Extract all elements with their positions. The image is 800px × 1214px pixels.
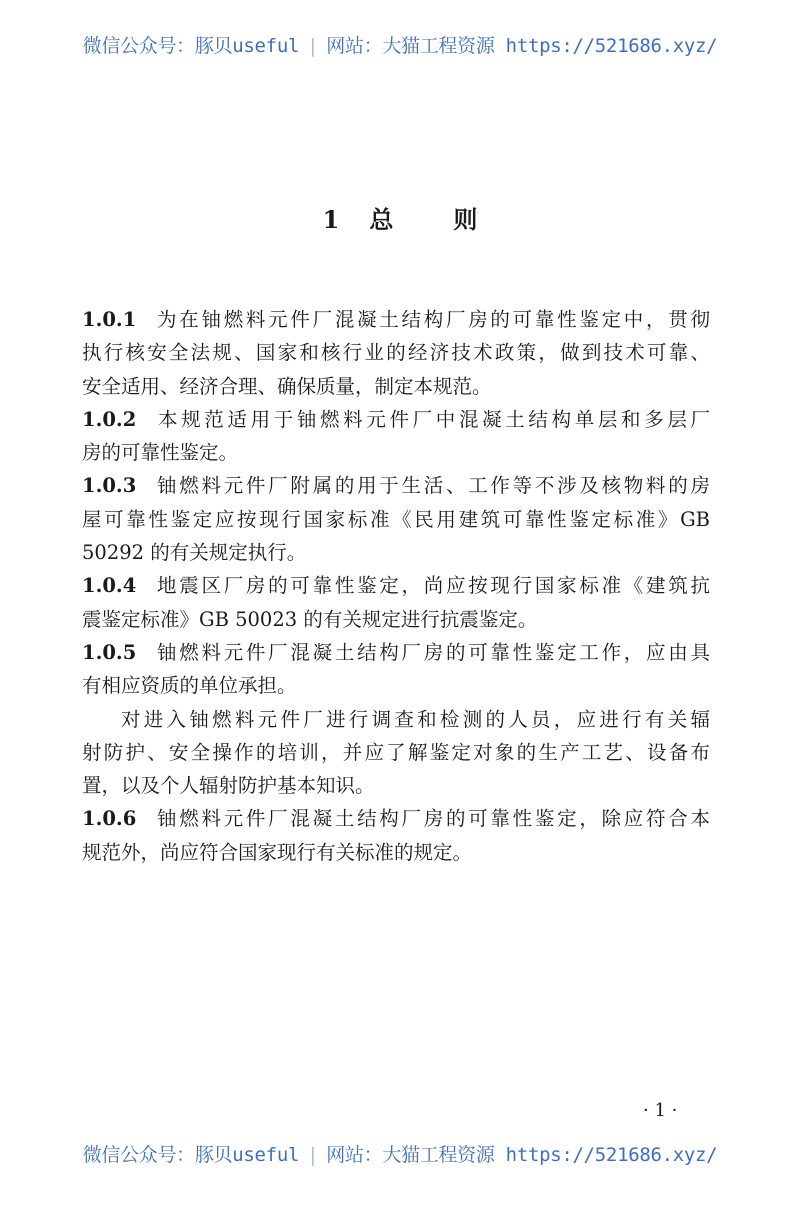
clause-text: 有相应资质的单位承担。 bbox=[82, 674, 297, 698]
chapter-number: 1 bbox=[322, 205, 340, 234]
clause-text: 对进入铀燃料元件厂进行调查和检测的人员，应进行有关辐 bbox=[121, 707, 710, 731]
text-line bbox=[82, 403, 710, 436]
text-line bbox=[82, 736, 710, 769]
text-line bbox=[82, 536, 710, 569]
clause-text: 为在铀燃料元件厂混凝土结构厂房的可靠性鉴定中，贯彻 bbox=[154, 308, 710, 331]
clause-text: 置，以及个人辐射防护基本知识。 bbox=[82, 774, 375, 798]
text-line bbox=[82, 769, 710, 802]
chapter-title bbox=[0, 200, 800, 235]
watermark-separator: | bbox=[307, 1144, 319, 1166]
clause-text: 50292 的有关规定执行。 bbox=[82, 541, 307, 565]
text-line bbox=[82, 636, 710, 669]
text-line bbox=[82, 370, 710, 403]
text-line bbox=[82, 703, 710, 736]
watermark-separator: | bbox=[307, 35, 319, 57]
clause-number: 1.0.3 bbox=[82, 474, 137, 498]
clause-text: 安全适用、经济合理、确保质量，制定本规范。 bbox=[82, 374, 492, 398]
watermark-header bbox=[0, 31, 800, 58]
text-line bbox=[82, 836, 710, 869]
clause-text: 地震区厂房的可靠性鉴定，尚应按现行国家标准《建筑抗 bbox=[154, 574, 710, 598]
text-line bbox=[82, 303, 710, 336]
clause-text: 规范外，尚应符合国家现行有关标准的规定。 bbox=[82, 840, 473, 864]
document-body bbox=[82, 303, 710, 869]
text-line bbox=[82, 569, 710, 602]
clause-number: 1.0.6 bbox=[82, 807, 137, 831]
watermark-left: 微信公众号：豚贝useful bbox=[82, 1144, 300, 1166]
clause-number: 1.0.1 bbox=[82, 308, 137, 331]
clause-text: 执行核安全法规、国家和核行业的经济技术政策，做到技术可靠、 bbox=[82, 341, 710, 365]
page-number: · 1 · bbox=[643, 1100, 678, 1121]
text-line bbox=[82, 436, 710, 469]
watermark-right: 网站：大猫工程资源 https://521686.xyz/ bbox=[326, 35, 718, 57]
chapter-title-word1: 总 bbox=[369, 205, 394, 234]
clause-number: 1.0.2 bbox=[82, 407, 137, 431]
text-line bbox=[82, 336, 710, 369]
clause-text: 铀燃料元件厂附属的用于生活、工作等不涉及核物料的房 bbox=[154, 474, 710, 498]
watermark-left: 微信公众号：豚贝useful bbox=[82, 35, 300, 57]
clause-text: 铀燃料元件厂混凝土结构厂房的可靠性鉴定，除应符合本 bbox=[154, 807, 710, 831]
clause-text: 铀燃料元件厂混凝土结构厂房的可靠性鉴定工作，应由具 bbox=[154, 640, 710, 664]
watermark-footer bbox=[0, 1140, 800, 1167]
clause-text: 震鉴定标准》GB 50023 的有关规定进行抗震鉴定。 bbox=[82, 607, 538, 631]
text-line bbox=[82, 503, 710, 536]
text-line bbox=[82, 802, 710, 835]
watermark-right: 网站：大猫工程资源 https://521686.xyz/ bbox=[326, 1144, 718, 1166]
text-line bbox=[82, 669, 710, 702]
clause-text: 射防护、安全操作的培训，并应了解鉴定对象的生产工艺、设备布 bbox=[82, 740, 710, 764]
clause-text: 本规范适用于铀燃料元件厂中混凝土结构单层和多层厂 bbox=[154, 407, 710, 431]
clause-text: 房的可靠性鉴定。 bbox=[82, 441, 239, 465]
clause-number: 1.0.5 bbox=[82, 640, 137, 664]
clause-text: 屋可靠性鉴定应按现行国家标准《民用建筑可靠性鉴定标准》GB bbox=[82, 507, 710, 531]
text-line bbox=[82, 469, 710, 502]
text-line bbox=[82, 603, 710, 636]
clause-number: 1.0.4 bbox=[82, 574, 137, 598]
chapter-title-word2: 则 bbox=[453, 205, 478, 234]
